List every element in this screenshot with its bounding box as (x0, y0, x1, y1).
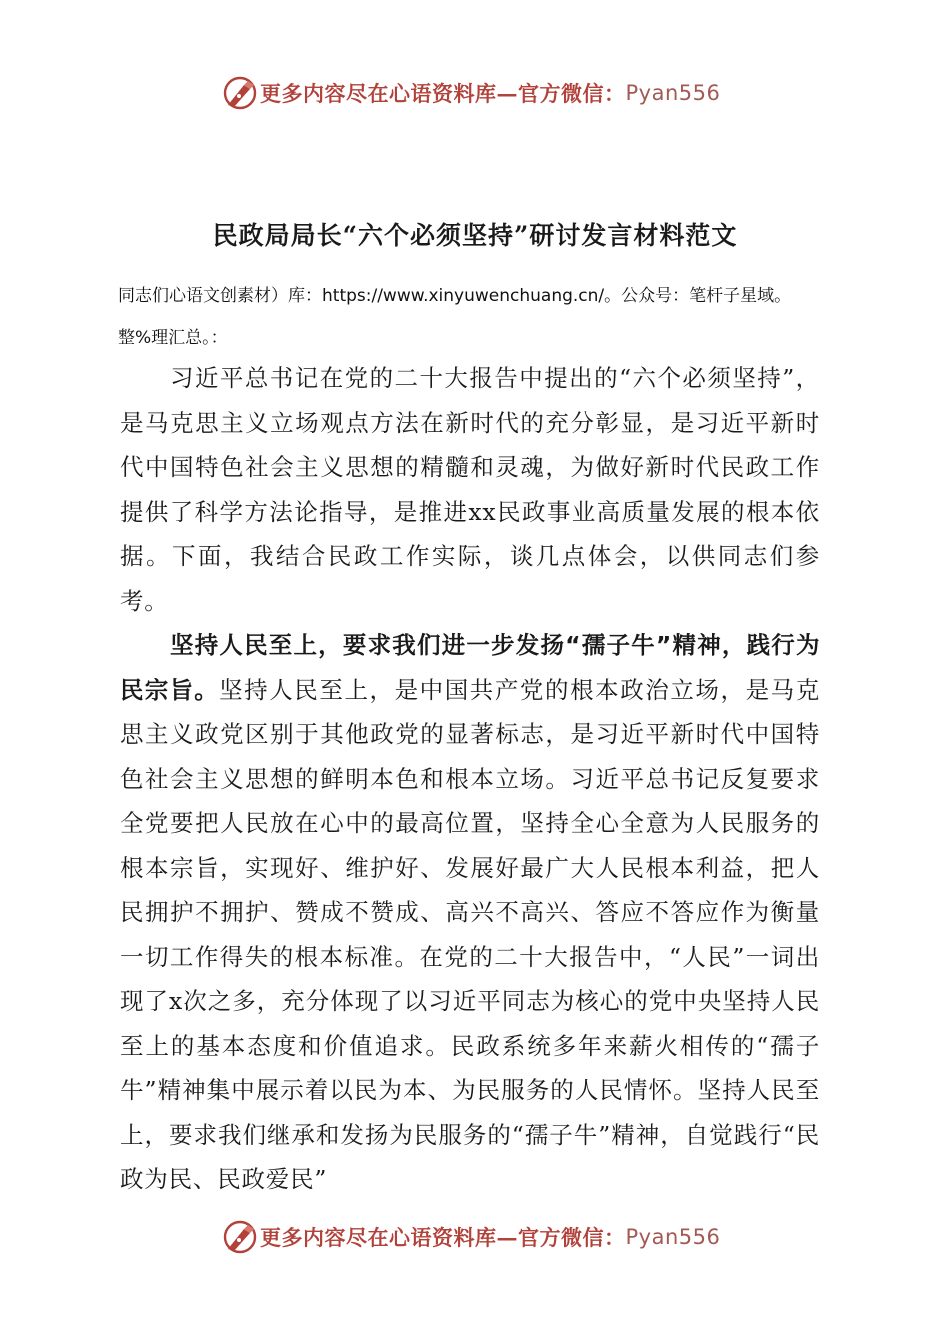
paragraph-text: 习近平总书记在党的二十大报告中提出的“六个必须坚持”，是马克思主义立场观点方法在新时代的充分彰显，是习近平新时代中国特色社会主义思想的精髓和灵魂，为做好新时代民政工作提供了科学方法论指导，是推进xx民政事业高质量发展的根本依据。下面，我结合民政工作实际，谈几点体会，以供同志们参考。 (120, 364, 820, 615)
pen-nib-logo-icon (222, 75, 258, 111)
source-note: 整%理汇总。： (118, 328, 228, 348)
paragraph-point-1 (120, 623, 820, 1202)
header-watermark (222, 73, 720, 113)
document-title: 民政局局长“六个必须坚持”研讨发言材料范文 (212, 221, 738, 250)
paragraph-lead: 坚持人民至上，要求我们进一步发扬“孺子牛”精神，践行为民宗旨。 (120, 631, 820, 704)
source-line: 同志们心语文创素材）库：https://www.xinyuwenchuang.cn/。公众号：笔杆子星域。 (118, 286, 792, 306)
watermark-text: 更多内容尽在心语资料库—官方微信： (260, 81, 626, 106)
footer-watermark (222, 1217, 720, 1257)
watermark-id: Pyan556 (625, 81, 721, 105)
pen-nib-logo-icon (222, 1219, 258, 1255)
paragraph-text: 坚持人民至上，是中国共产党的根本政治立场，是马克思主义政党区别于其他政党的显著标志，是习近平新时代中国特色社会主义思想的鲜明本色和根本立场。习近平总书记反复要求全党要把人民放在心中的最高位置，坚持全心全意为人民服务的根本宗旨，实现好、维护好、发展好最广大人民根本利益，把人民拥护不拥护、赞成不赞成、高兴不高兴、答应不答应作为衡量一切工作得失的根本标准。在党的二十大报告中，“人民”一词出现了x次之多，充分体现了以习近平同志为核心的党中央坚持人民至上的基本态度和价值追求。民政系统多年来薪火相传的“孺子牛”精神集中展示着以民为本、为民服务的人民情怀。坚持人民至上，要求我们继承和发扬为民服务的“孺子牛”精神，自觉践行“民政为民、民政爱民” (120, 675, 821, 1193)
watermark-id: Pyan556 (625, 1225, 721, 1249)
paragraph-intro (120, 356, 820, 623)
watermark-text: 更多内容尽在心语资料库—官方微信： (260, 1225, 626, 1250)
